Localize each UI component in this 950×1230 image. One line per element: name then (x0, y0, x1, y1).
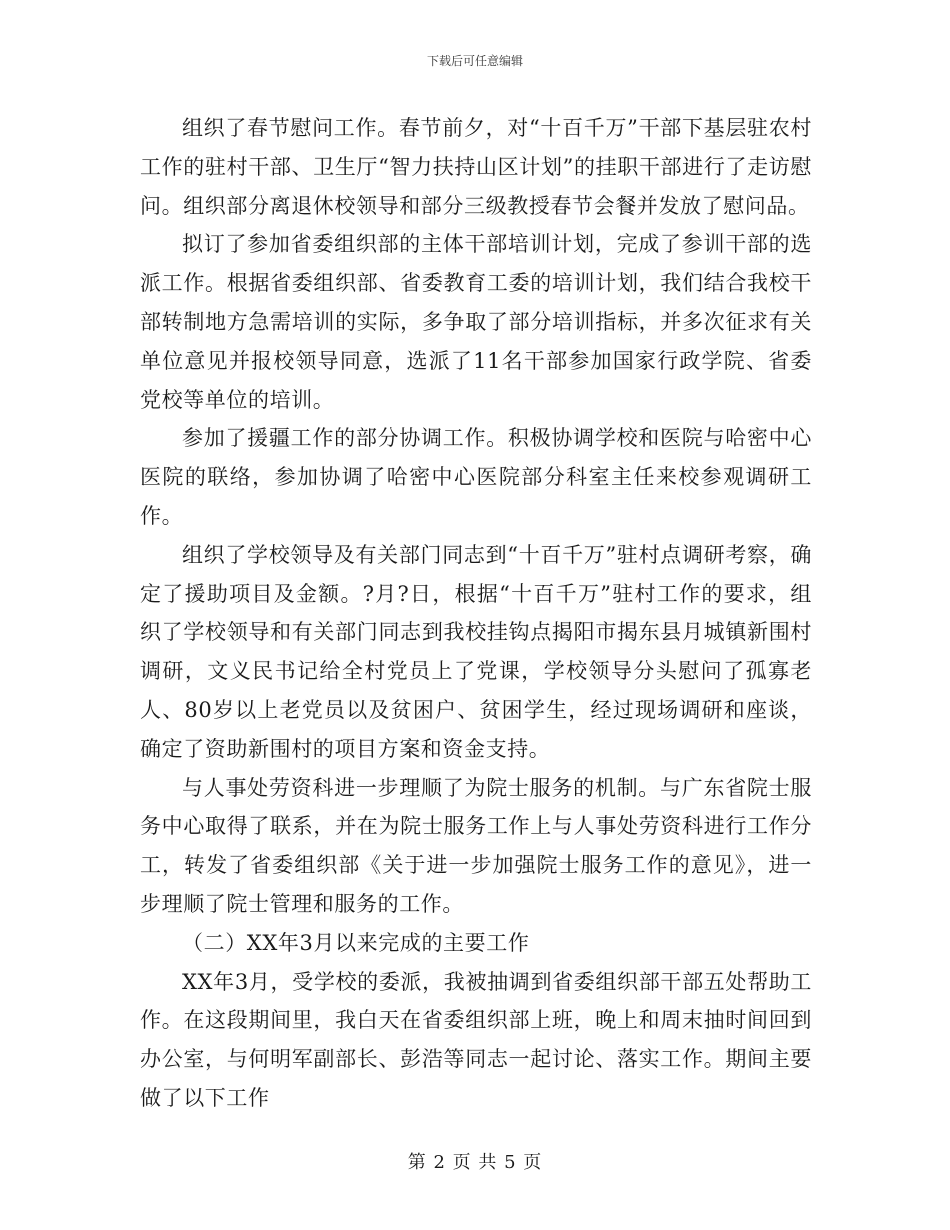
page-header: 下载后可任意编辑 (426, 54, 523, 68)
paragraph-village-research: 组织了学校领导及有关部门同志到“十百千万”驻村点调研考察，确定了援助项目及金额。?月?日，根据“十百千万”驻村工作的要求，组织了学校领导和有关部门同志到我校挂钩点揭阳市揭东县月城镇新围村调研，文义民书记给全村党员上了党课，学校领导分头慰问了孤寡老人、80岁以上老党员以及贫困户、贫困学生，经过现场调研和座谈，确定了资助新围村的项目方案和资金支持。 (140, 542, 812, 761)
paragraph-academician-service: 与人事处劳资科进一步理顺了为院士服务的机制。与广东省院士服务中心取得了联系，并在为院士服务工作上与人事处劳资科进行工作分工，转发了省委组织部《关于进一步加强院士服务工作的意见》，进一步理顺了院士管理和服务的工作。 (140, 775, 812, 916)
document-body (140, 109, 812, 1118)
paragraph-training-plan: 拟订了参加省委组织部的主体干部培训计划，完成了参训干部的选派工作。根据省委组织部、省委教育工委的培训计划，我们结合我校干部转制地方急需培训的实际，多争取了部分培训指标，并多次征求有关单位意见并报校领导同意，选派了11名干部参加国家行政学院、省委党校等单位的培训。 (140, 232, 812, 412)
paragraph-spring-festival: 组织了春节慰问工作。春节前夕，对“十百千万”干部下基层驻农村工作的驻村干部、卫生厅“智力扶持山区计划”的挂职干部进行了走访慰问。组织部分离退休校领导和部分三级教授春节会餐并发放了慰问品。 (140, 116, 812, 218)
paragraph-xinjiang-aid: 参加了援疆工作的部分协调工作。积极协调学校和医院与哈密中心医院的联络，参加协调了哈密中心医院部分科室主任来校参观调研工作。 (140, 426, 812, 528)
paragraph-secondment: XX年3月，受学校的委派，我被抽调到省委组织部干部五处帮助工作。在这段期间里，我白天在省委组织部上班，晚上和周末抽时间回到办公室，与何明军副部长、彭浩等同志一起讨论、落实工作。期间主要做了以下工作 (140, 969, 812, 1110)
page-number-footer: 第 2 页 共 5 页 (407, 1152, 543, 1173)
section-heading: （二）XX年3月以来完成的主要工作 (182, 930, 530, 955)
